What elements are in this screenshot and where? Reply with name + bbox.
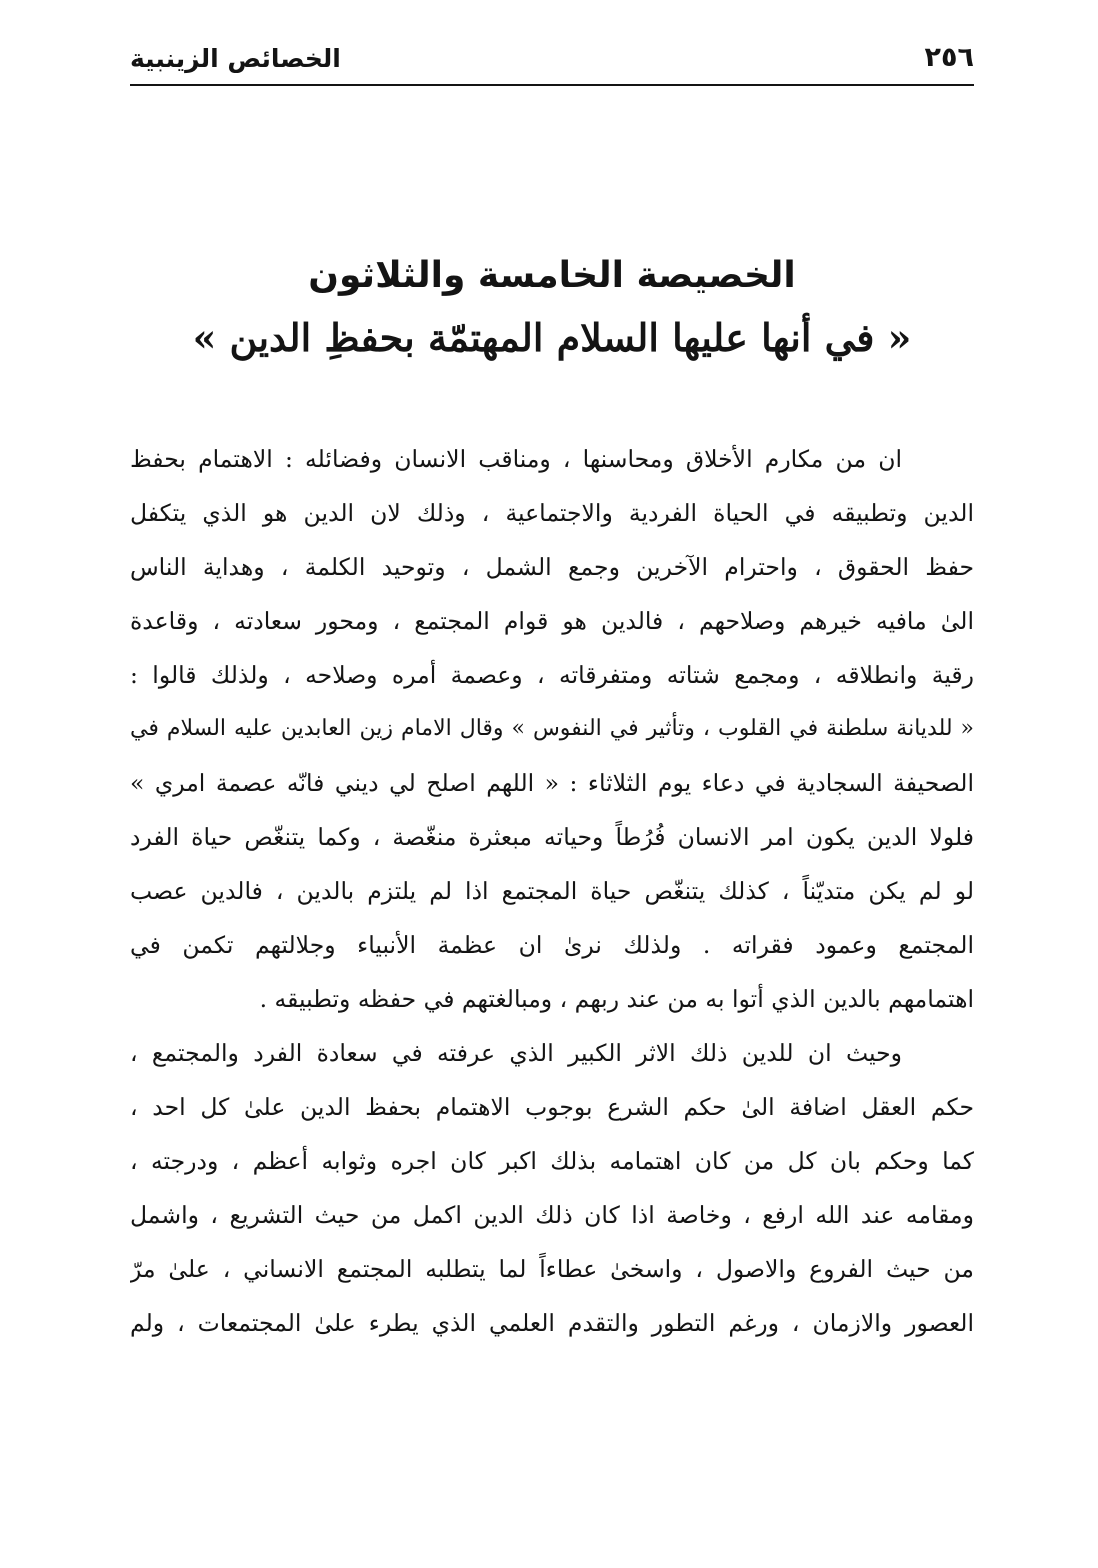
text-line: من حيث الفروع والاصول ، واسخىٰ عطاءاً لما يتطلبه المجتمع الانساني ، علىٰ مرّ [130,1255,974,1283]
text-line: لو لم يكن متديّناً ، كذلك يتنغّص حياة المجتمع اذا لم يلتزم بالدين ، فالدين عصب [130,877,974,905]
text-line: الدين وتطبيقه في الحياة الفردية والاجتماعية ، وذلك لان الدين هو الذي يتكفل [130,499,974,527]
text-line: الیٰ مافیه خیرهم وصلاحهم ، فالدین هو قوام المجتمع ، ومحور سعادته ، وقاعدة [130,607,974,635]
page-header [130,38,974,86]
body-text [130,432,974,1350]
text-line: وحيث ان للدين ذلك الاثر الكبير الذي عرفته في سعادة الفرد والمجتمع ، [130,1039,902,1067]
paragraph [130,1026,974,1350]
text-line: المجتمع وعمود فقراته . ولذلك نرىٰ ان عظمة الأنبياء وجلالتهم تكمن في [130,931,974,959]
text-line: حفظ الحقوق ، واحترام الآخرين وجمع الشمل ، وتوحيد الكلمة ، وهداية الناس [130,553,974,581]
text-line: رقية وانطلاقه ، ومجمع شتاته ومتفرقاته ، وعصمة أمره وصلاحه ، ولذلك قالوا : [130,661,974,689]
text-line: « للديانة سلطنة في القلوب ، وتأثير في النفوس » وقال الامام زين العابدين عليه السلام في [130,716,974,741]
chapter-subtitle: « في أنها عليها السلام المهتمّة بحفظِ الدين » [192,315,912,360]
text-line: كما وحكم بان كل من كان اهتمامه بذلك اكبر كان اجره وثوابه أعظم ، ودرجته ، [130,1147,974,1175]
chapter-heading [130,252,974,364]
chapter-title: الخصيصة الخامسة والثلاثون [308,255,796,296]
text-line: حكم العقل اضافة الىٰ حكم الشرع بوجوب الاهتمام بحفظ الدين علىٰ كل احد ، [130,1093,974,1121]
text-line: اهتمامهم بالدين الذي أتوا به من عند ربهم ، ومبالغتهم في حفظه وتطبيقه . [259,985,974,1013]
paragraph [130,432,974,1026]
text-line: الصحيفة السجادية في دعاء يوم الثلاثاء : « اللهم اصلح لي ديني فانّه عصمة امري » [130,769,974,797]
text-line: ان من مكارم الأخلاق ومحاسنها ، ومناقب الانسان وفضائله : الاهتمام بحفظ [130,445,902,473]
text-line: العصور والازمان ، ورغم التطور والتقدم العلمي الذي يطرء علىٰ المجتمعات ، ولم [130,1309,974,1337]
running-title: الخصائص الزينبية [130,44,341,73]
page-number: ٢٥٦ [924,42,974,73]
text-line: ومقامه عند الله ارفع ، وخاصة اذا كان ذلك الدين اكمل من حيث التشريع ، واشمل [130,1201,974,1229]
text-line: فلولا الدين يكون امر الانسان فُرُطاً وحياته مبعثرة منغّصة ، وكما يتنغّص حياة الفرد [130,823,974,851]
